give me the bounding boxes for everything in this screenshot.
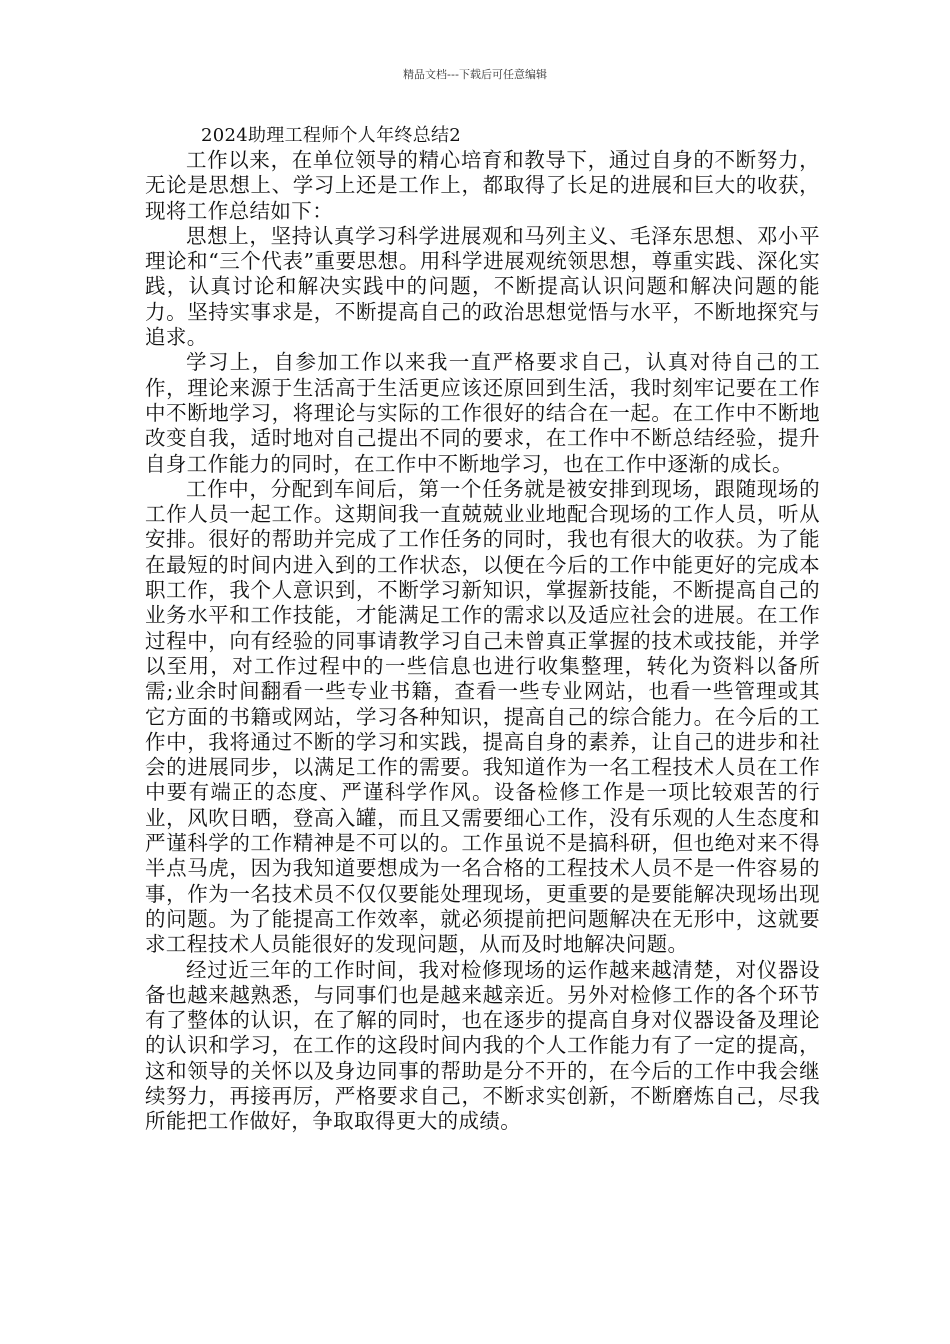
paragraph-intro: 工作以来，在单位领导的精心培育和教导下，通过自身的不断努力，无论是思想上、学习上还是工作上，都取得了长足的进展和巨大的收获，现将工作总结如下： [145,148,820,223]
page-header: 精品文档---下载后可任意编辑 [403,68,547,81]
document-body [145,123,820,1135]
document-title: 2024助理工程师个人年终总结2 [201,125,462,146]
paragraph-study: 学习上，自参加工作以来我一直严格要求自己，认真对待自己的工作，理论来源于生活高于生活更应该还原回到生活，我时刻牢记要在工作中不断地学习，将理论与实际的工作很好的结合在一起。在工作中不断地改变自我，适时地对自己提出不同的要求，在工作中不断总结经验，提升自身工作能力的同时，在工作中不断地学习，也在工作中逐渐的成长。 [145,350,820,476]
paragraph-conclusion: 经过近三年的工作时间，我对检修现场的运作越来越清楚，对仪器设备也越来越熟悉，与同事们也是越来越亲近。另外对检修工作的各个环节有了整体的认识，在了解的同时，也在逐步的提高自身对仪器设备及理论的认识和学习，在工作的这段时间内我的个人工作能力有了一定的提高，这和领导的关怀以及身边同事的帮助是分不开的，在今后的工作中我会继续努力，再接再厉，严格要求自己，不断求实创新，不断磨炼自己，尽我所能把工作做好，争取取得更大的成绩。 [145,957,820,1134]
paragraph-thought: 思想上，坚持认真学习科学进展观和马列主义、毛泽东思想、邓小平理论和“三个代表”重要思想。用科学进展观统领思想，尊重实践、深化实践，认真讨论和解决实践中的问题，不断提高认识问题和解决问题的能力。坚持实事求是，不断提高自己的政治思想觉悟与水平，不断地探究与追求。 [145,223,820,350]
paragraph-work: 工作中，分配到车间后，第一个任务就是被安排到现场，跟随现场的工作人员一起工作。这期间我一直兢兢业业地配合现场的工作人员，听从安排。很好的帮助并完成了工作任务的同时，我也有很大的收获。为了能在最短的时间内进入到的工作状态，以便在今后的工作中能更好的完成本职工作，我个人意识到，不断学习新知识，掌握新技能，不断提高自己的业务水平和工作技能，才能满足工作的需求以及适应社会的进展。在工作过程中，向有经验的同事请教学习自己未曾真正掌握的技术或技能，并学以至用，对工作过程中的一些信息也进行收集整理，转化为资料以备所需;业余时间翻看一些专业书籍，查看一些专业网站，也看一些管理或其它方面的书籍或网站，学习各种知识，提高自己的综合能力。在今后的工作中，我将通过不断的学习和实践，提高自身的素养，让自己的进步和社会的进展同步，以满足工作的需要。我知道作为一名工程技术人员在工作中要有端正的态度、严谨科学作风。设备检修工作是一项比较艰苦的行业，风吹日晒，登高入罐，而且又需要细心工作，没有乐观的人生态度和严谨科学的工作精神是不可以的。工作虽说不是搞科研，但也绝对来不得半点马虎，因为我知道要想成为一名合格的工程技术人员不是一件容易的事，作为一名技术员不仅仅要能处理现场，更重要的是要能解决现场出现的问题。为了能提高工作效率，就必须提前把问题解决在无形中，这就要求工程技术人员能很好的发现问题，从而及时地解决问题。 [145,476,820,957]
